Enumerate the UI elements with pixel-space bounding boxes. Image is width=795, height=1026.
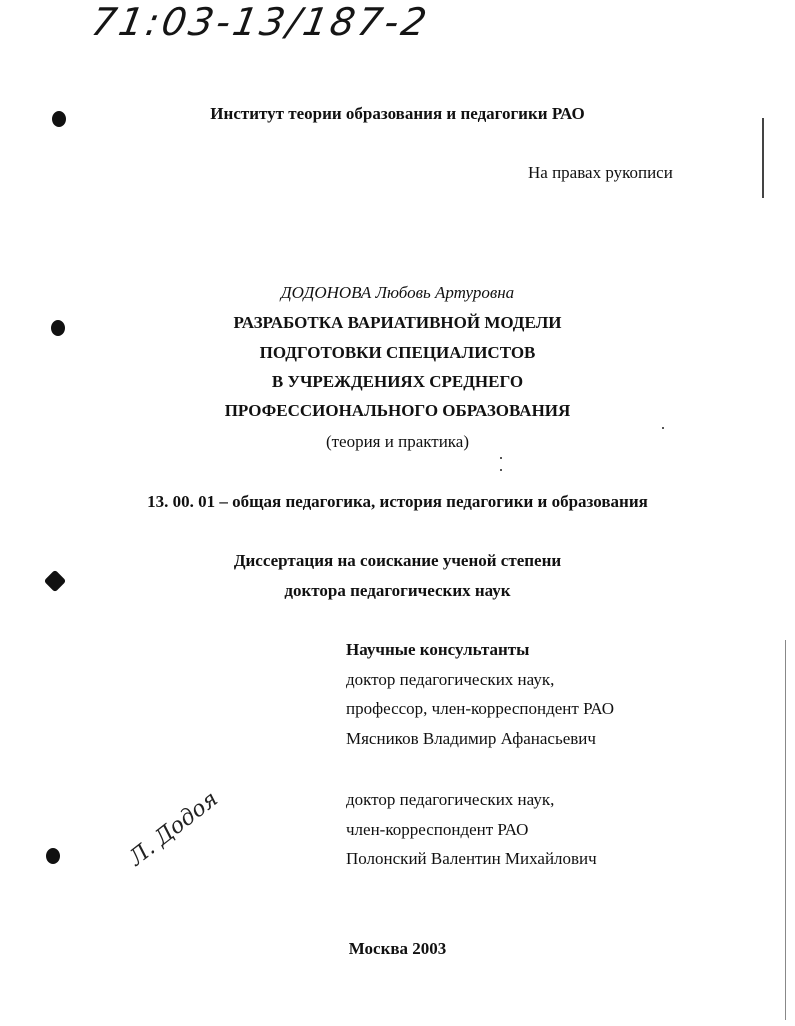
- scan-edge-line: [785, 640, 786, 1020]
- title-line: РАЗРАБОТКА ВАРИАТИВНОЙ МОДЕЛИ: [233, 313, 562, 332]
- dissertation-line: доктора педагогических наук: [284, 581, 511, 600]
- consultant2-line: доктор педагогических наук,: [346, 790, 555, 809]
- consultant1-line: Мясников Владимир Афанасьевич: [346, 729, 596, 748]
- scan-edge-line: [762, 118, 764, 198]
- city-year: Москва 2003: [348, 939, 447, 958]
- handwritten-catalog-number: 71:03-13/187-2: [88, 0, 433, 44]
- consultant2-line: член-корреспондент РАО: [346, 820, 529, 839]
- dissertation-line: Диссертация на соискание ученой степени: [233, 551, 562, 570]
- rights-note: На правах рукописи: [528, 163, 673, 182]
- scan-speck: [662, 427, 664, 429]
- scan-speck: [500, 457, 502, 459]
- title-line: В УЧРЕЖДЕНИЯХ СРЕДНЕГО: [271, 372, 524, 391]
- specialty-code: 13. 00. 01 – общая педагогика, история педагогики и образования: [147, 492, 648, 511]
- consultants-heading: Научные консультанты: [346, 640, 530, 659]
- consultant2-line: Полонский Валентин Михайлович: [346, 849, 597, 868]
- title-line: ПОДГОТОВКИ СПЕЦИАЛИСТОВ: [259, 343, 536, 362]
- consultant1-line: профессор, член-корреспондент РАО: [346, 699, 615, 718]
- subtitle: (теория и практика): [325, 432, 470, 451]
- punch-hole-mark: [46, 848, 60, 864]
- author-name: ДОДОНОВА Любовь Артуровна: [280, 283, 515, 302]
- consultant1-line: доктор педагогических наук,: [346, 670, 555, 689]
- handwritten-signature: Л. Додоя: [124, 786, 223, 871]
- institute-name: Институт теории образования и педагогики РАО: [210, 104, 585, 123]
- scan-speck: [500, 469, 502, 471]
- title-line: ПРОФЕССИОНАЛЬНОГО ОБРАЗОВАНИЯ: [224, 401, 571, 420]
